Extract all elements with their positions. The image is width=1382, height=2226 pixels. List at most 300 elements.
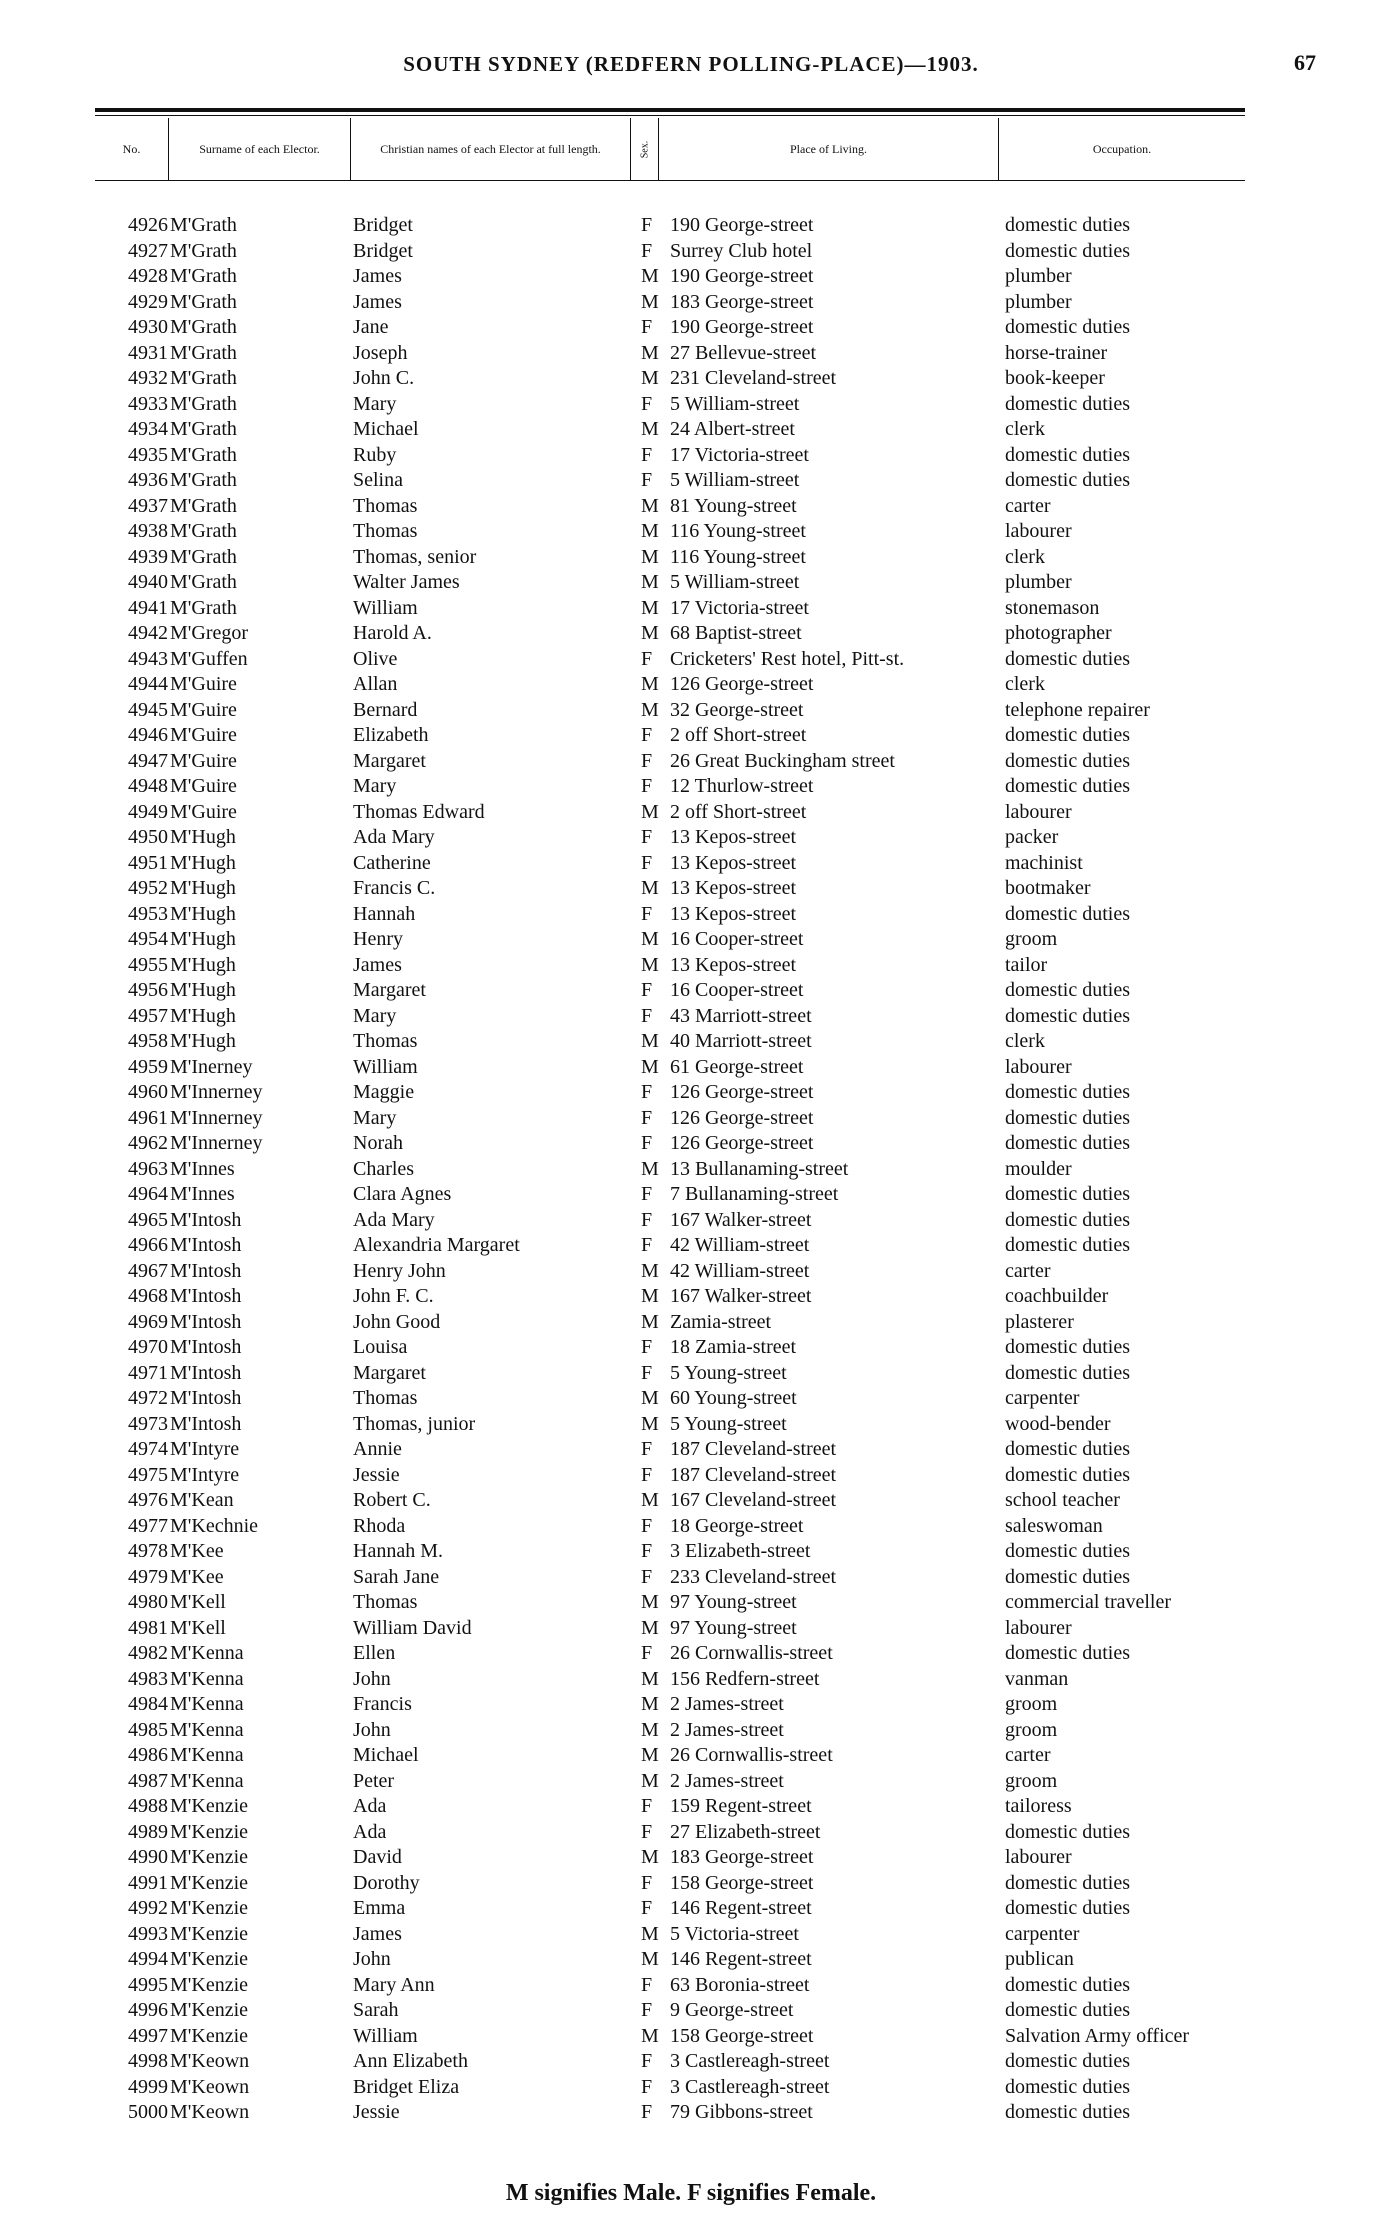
elector-place-of-living: 158 George-street: [670, 1871, 814, 1894]
elector-occupation: moulder: [1005, 1157, 1072, 1180]
elector-surname: M'Grath: [170, 367, 237, 389]
elector-number: 5000: [128, 2101, 168, 2123]
elector-surname: M'Innerney: [170, 1132, 263, 1154]
elector-sex: F: [641, 2050, 653, 2072]
elector-occupation: domestic duties: [1005, 1999, 1130, 2021]
elector-surname: M'Kenzie: [170, 1846, 249, 1868]
elector-occupation: tailoress: [1005, 1795, 1072, 1817]
elector-place-of-living: 3 Castlereagh-street: [670, 2050, 830, 2072]
elector-surname: M'Grath: [170, 596, 237, 619]
elector-number: 4956: [128, 979, 168, 1001]
elector-place-of-living: 116 Young-street: [670, 545, 806, 568]
elector-occupation: labourer: [1005, 520, 1072, 542]
elector-sex: M: [641, 520, 659, 542]
elector-sex: F: [641, 1183, 653, 1205]
elector-surname: M'Intosh: [170, 1310, 242, 1333]
elector-number: 4938: [128, 520, 168, 542]
elector-sex: F: [641, 851, 653, 874]
table-row: [0, 1463, 1382, 1489]
elector-number: 4997: [128, 2024, 168, 2047]
elector-list: [0, 213, 1382, 2126]
table-row: [0, 1947, 1382, 1973]
elector-sex: M: [641, 1489, 659, 1511]
table-row: [0, 366, 1382, 392]
elector-place-of-living: 167 Walker-street: [670, 1285, 812, 1307]
elector-number: 4941: [128, 596, 168, 619]
elector-occupation: domestic duties: [1005, 469, 1130, 491]
elector-sex: M: [641, 1285, 659, 1307]
elector-place-of-living: 2 off Short-street: [670, 724, 807, 746]
elector-place-of-living: 43 Marriott-street: [670, 1004, 812, 1027]
elector-number: 4971: [128, 1361, 168, 1384]
elector-christian-names: Hannah: [353, 902, 416, 925]
table-row: [0, 1922, 1382, 1948]
elector-christian-names: Henry: [353, 928, 403, 950]
elector-place-of-living: 13 Kepos-street: [670, 826, 797, 848]
table-row: [0, 1845, 1382, 1871]
elector-sex: M: [641, 367, 659, 389]
elector-place-of-living: 183 George-street: [670, 290, 814, 313]
elector-number: 4947: [128, 749, 168, 772]
elector-number: 4932: [128, 367, 168, 389]
elector-occupation: labourer: [1005, 1055, 1072, 1078]
elector-sex: M: [641, 290, 659, 313]
elector-place-of-living: 158 George-street: [670, 2024, 814, 2047]
elector-occupation: stonemason: [1005, 596, 1100, 619]
elector-place-of-living: 17 Victoria-street: [670, 596, 809, 619]
elector-sex: M: [641, 2024, 659, 2047]
table-row: [0, 851, 1382, 877]
elector-sex: M: [641, 1769, 659, 1792]
table-row: [0, 1998, 1382, 2024]
elector-surname: M'Kenna: [170, 1744, 244, 1766]
header-bottom-rule: [95, 180, 1245, 181]
elector-christian-names: William: [353, 1055, 418, 1078]
elector-number: 4985: [128, 1718, 168, 1741]
table-row: [0, 1871, 1382, 1897]
elector-number: 4983: [128, 1667, 168, 1690]
table-row: [0, 1310, 1382, 1336]
elector-place-of-living: 190 George-street: [670, 316, 814, 338]
elector-surname: M'Innerney: [170, 1081, 263, 1103]
table-row: [0, 2100, 1382, 2126]
elector-place-of-living: 42 William-street: [670, 1234, 810, 1256]
table-row: [0, 1514, 1382, 1540]
elector-place-of-living: 68 Baptist-street: [670, 622, 802, 644]
elector-occupation: domestic duties: [1005, 1438, 1130, 1460]
elector-surname: M'Grath: [170, 418, 237, 440]
elector-sex: F: [641, 1514, 653, 1537]
column-header-row: [95, 118, 1245, 180]
elector-place-of-living: 5 Young-street: [670, 1361, 787, 1384]
elector-surname: M'Hugh: [170, 877, 236, 899]
elector-occupation: saleswoman: [1005, 1514, 1103, 1537]
elector-sex: M: [641, 418, 659, 440]
elector-place-of-living: 2 off Short-street: [670, 800, 807, 823]
elector-place-of-living: Zamia-street: [670, 1310, 772, 1333]
elector-occupation: labourer: [1005, 800, 1072, 823]
elector-occupation: domestic duties: [1005, 2101, 1130, 2123]
table-row: [0, 1539, 1382, 1565]
table-row: [0, 1029, 1382, 1055]
elector-sex: F: [641, 239, 653, 262]
elector-christian-names: Ruby: [353, 443, 397, 466]
elector-sex: M: [641, 1693, 659, 1715]
elector-christian-names: Michael: [353, 1744, 419, 1766]
elector-occupation: domestic duties: [1005, 1336, 1130, 1358]
elector-surname: M'Grath: [170, 494, 237, 517]
table-row: [0, 315, 1382, 341]
elector-number: 4962: [128, 1132, 168, 1154]
table-row: [0, 902, 1382, 928]
elector-place-of-living: 187 Cleveland-street: [670, 1463, 837, 1486]
elector-number: 4943: [128, 647, 168, 670]
elector-surname: M'Kell: [170, 1616, 226, 1639]
elector-number: 4945: [128, 698, 168, 721]
elector-surname: M'Grath: [170, 316, 237, 338]
elector-christian-names: Francis C.: [353, 877, 436, 899]
elector-sex: M: [641, 1744, 659, 1766]
table-row: [0, 1769, 1382, 1795]
elector-sex: F: [641, 1208, 653, 1231]
elector-sex: M: [641, 928, 659, 950]
elector-christian-names: Mary: [353, 392, 397, 415]
elector-number: 4952: [128, 877, 168, 899]
elector-place-of-living: 26 Cornwallis-street: [670, 1744, 833, 1766]
elector-occupation: labourer: [1005, 1616, 1072, 1639]
elector-surname: M'Grath: [170, 214, 237, 236]
elector-occupation: clerk: [1005, 418, 1045, 440]
elector-christian-names: Henry John: [353, 1259, 446, 1282]
elector-number: 4979: [128, 1565, 168, 1588]
elector-surname: M'Grath: [170, 392, 237, 415]
elector-christian-names: Bridget: [353, 214, 413, 236]
elector-number: 4942: [128, 622, 168, 644]
elector-christian-names: Mary: [353, 1004, 397, 1027]
elector-christian-names: Thomas: [353, 1030, 418, 1052]
table-row: [0, 1794, 1382, 1820]
table-row: [0, 1208, 1382, 1234]
elector-place-of-living: 79 Gibbons-street: [670, 2101, 813, 2123]
elector-christian-names: Bernard: [353, 698, 418, 721]
elector-place-of-living: 159 Regent-street: [670, 1795, 812, 1817]
table-row: [0, 1437, 1382, 1463]
elector-sex: M: [641, 571, 659, 593]
elector-christian-names: Alexandria Margaret: [353, 1234, 520, 1256]
elector-surname: M'Inerney: [170, 1055, 253, 1078]
elector-christian-names: Thomas, senior: [353, 545, 477, 568]
table-row: [0, 1055, 1382, 1081]
elector-occupation: carter: [1005, 1259, 1051, 1282]
elector-surname: M'Intosh: [170, 1234, 242, 1256]
elector-place-of-living: 5 William-street: [670, 392, 800, 415]
elector-sex: M: [641, 265, 659, 287]
elector-sex: F: [641, 1438, 653, 1460]
elector-christian-names: Emma: [353, 1897, 406, 1919]
elector-christian-names: Thomas Edward: [353, 800, 485, 823]
elector-sex: F: [641, 1463, 653, 1486]
elector-christian-names: Rhoda: [353, 1514, 406, 1537]
elector-christian-names: Thomas, junior: [353, 1412, 476, 1435]
elector-occupation: plumber: [1005, 290, 1072, 313]
table-row: [0, 647, 1382, 673]
elector-place-of-living: 13 Kepos-street: [670, 953, 797, 976]
elector-place-of-living: 24 Albert-street: [670, 418, 795, 440]
elector-christian-names: James: [353, 290, 402, 313]
elector-sex: M: [641, 545, 659, 568]
elector-christian-names: Ada Mary: [353, 1208, 435, 1231]
elector-number: 4975: [128, 1463, 168, 1486]
elector-place-of-living: 231 Cleveland-street: [670, 367, 837, 389]
elector-sex: F: [641, 1565, 653, 1588]
header-top-rule: [95, 108, 1245, 112]
elector-surname: M'Hugh: [170, 928, 236, 950]
elector-place-of-living: 2 James-street: [670, 1693, 784, 1715]
elector-number: 4980: [128, 1591, 168, 1613]
elector-christian-names: Norah: [353, 1132, 403, 1154]
elector-surname: M'Intosh: [170, 1208, 242, 1231]
elector-christian-names: David: [353, 1846, 402, 1868]
elector-sex: M: [641, 1616, 659, 1639]
elector-surname: M'Kenzie: [170, 1795, 249, 1817]
elector-surname: M'Kean: [170, 1489, 234, 1511]
elector-number: 4991: [128, 1871, 168, 1894]
elector-sex: M: [641, 341, 659, 364]
elector-place-of-living: 190 George-street: [670, 265, 814, 287]
elector-occupation: machinist: [1005, 851, 1083, 874]
elector-place-of-living: 126 George-street: [670, 673, 814, 695]
elector-place-of-living: 233 Cleveland-street: [670, 1565, 837, 1588]
elector-surname: M'Kenzie: [170, 1948, 249, 1970]
elector-occupation: coachbuilder: [1005, 1285, 1109, 1307]
table-row: [0, 1896, 1382, 1922]
table-row: [0, 1590, 1382, 1616]
table-row: [0, 978, 1382, 1004]
elector-place-of-living: 32 George-street: [670, 698, 804, 721]
elector-occupation: bootmaker: [1005, 877, 1091, 899]
table-row: [0, 596, 1382, 622]
elector-christian-names: Harold A.: [353, 622, 432, 644]
elector-occupation: groom: [1005, 1693, 1058, 1715]
elector-sex: M: [641, 1157, 659, 1180]
elector-occupation: domestic duties: [1005, 1820, 1130, 1843]
table-row: [0, 723, 1382, 749]
elector-occupation: domestic duties: [1005, 214, 1130, 236]
elector-number: 4951: [128, 851, 168, 874]
elector-sex: F: [641, 1106, 653, 1129]
elector-number: 4929: [128, 290, 168, 313]
elector-number: 4927: [128, 239, 168, 262]
elector-surname: M'Intyre: [170, 1438, 240, 1460]
elector-sex: M: [641, 877, 659, 899]
elector-number: 4990: [128, 1846, 168, 1868]
elector-surname: M'Kenzie: [170, 2024, 249, 2047]
table-row: [0, 1488, 1382, 1514]
elector-occupation: domestic duties: [1005, 1208, 1130, 1231]
elector-surname: M'Innerney: [170, 1106, 263, 1129]
elector-sex: M: [641, 800, 659, 823]
column-header-occupation: Occupation.: [1092, 141, 1152, 156]
elector-number: 4978: [128, 1540, 168, 1562]
elector-sex: M: [641, 1591, 659, 1613]
elector-place-of-living: 12 Thurlow-street: [670, 775, 814, 797]
table-row: [0, 1386, 1382, 1412]
elector-surname: M'Hugh: [170, 979, 236, 1001]
elector-sex: F: [641, 979, 653, 1001]
elector-surname: M'Grath: [170, 469, 237, 491]
elector-christian-names: John F. C.: [353, 1285, 434, 1307]
elector-sex: M: [641, 1667, 659, 1690]
elector-surname: M'Intosh: [170, 1387, 242, 1409]
elector-surname: M'Kenzie: [170, 1973, 249, 1996]
elector-number: 4935: [128, 443, 168, 466]
elector-number: 4994: [128, 1948, 168, 1970]
elector-number: 4939: [128, 545, 168, 568]
table-row: [0, 1233, 1382, 1259]
elector-place-of-living: Surrey Club hotel: [670, 239, 813, 262]
elector-christian-names: Thomas: [353, 494, 418, 517]
elector-number: 4973: [128, 1412, 168, 1435]
elector-surname: M'Guire: [170, 724, 237, 746]
elector-number: 4968: [128, 1285, 168, 1307]
elector-sex: F: [641, 469, 653, 491]
table-row: [0, 1361, 1382, 1387]
table-row: [0, 2075, 1382, 2101]
elector-christian-names: Allan: [353, 673, 398, 695]
elector-number: 4992: [128, 1897, 168, 1919]
elector-surname: M'Kenzie: [170, 1820, 249, 1843]
elector-occupation: commercial traveller: [1005, 1591, 1172, 1613]
elector-number: 4976: [128, 1489, 168, 1511]
elector-number: 4998: [128, 2050, 168, 2072]
elector-sex: F: [641, 1361, 653, 1384]
elector-surname: M'Kell: [170, 1591, 226, 1613]
table-row: [0, 876, 1382, 902]
table-row: [0, 1667, 1382, 1693]
sex-legend-note: M signifies Male. F signifies Female.: [505, 2180, 877, 2206]
elector-occupation: domestic duties: [1005, 749, 1130, 772]
elector-sex: M: [641, 1922, 659, 1945]
elector-occupation: clerk: [1005, 1030, 1045, 1052]
elector-surname: M'Intosh: [170, 1361, 242, 1384]
elector-occupation: carter: [1005, 494, 1051, 517]
elector-christian-names: Thomas: [353, 520, 418, 542]
elector-surname: M'Kenna: [170, 1718, 244, 1741]
elector-number: 4982: [128, 1642, 168, 1664]
elector-occupation: domestic duties: [1005, 902, 1130, 925]
elector-place-of-living: 126 George-street: [670, 1081, 814, 1103]
elector-occupation: domestic duties: [1005, 1642, 1130, 1664]
elector-sex: F: [641, 1081, 653, 1103]
elector-number: 4964: [128, 1183, 168, 1205]
elector-place-of-living: 18 Zamia-street: [670, 1336, 797, 1358]
elector-sex: F: [641, 2075, 653, 2098]
elector-place-of-living: 116 Young-street: [670, 520, 806, 542]
elector-surname: M'Kenzie: [170, 1999, 249, 2021]
table-row: [0, 443, 1382, 469]
elector-occupation: domestic duties: [1005, 392, 1130, 415]
elector-surname: M'Grath: [170, 290, 237, 313]
table-row: [0, 519, 1382, 545]
elector-christian-names: Sarah Jane: [353, 1565, 440, 1588]
column-header-christian-names: Christian names of each Elector at full length.: [351, 118, 631, 180]
elector-christian-names: John: [353, 1718, 391, 1741]
elector-sex: F: [641, 902, 653, 925]
elector-place-of-living: 2 James-street: [670, 1769, 784, 1792]
elector-place-of-living: 13 Bullanaming-street: [670, 1157, 849, 1180]
elector-sex: F: [641, 1897, 653, 1919]
elector-occupation: domestic duties: [1005, 2050, 1130, 2072]
elector-surname: M'Guire: [170, 749, 237, 772]
elector-sex: F: [641, 1234, 653, 1256]
elector-surname: M'Grath: [170, 545, 237, 568]
elector-number: 4950: [128, 826, 168, 848]
elector-occupation: domestic duties: [1005, 647, 1130, 670]
table-row: [0, 698, 1382, 724]
elector-christian-names: Margaret: [353, 979, 426, 1001]
elector-occupation: domestic duties: [1005, 775, 1130, 797]
table-row: [0, 468, 1382, 494]
elector-number: 4946: [128, 724, 168, 746]
table-row: [0, 927, 1382, 953]
elector-sex: M: [641, 1310, 659, 1333]
elector-number: 4933: [128, 392, 168, 415]
table-row: [0, 1182, 1382, 1208]
table-row: [0, 417, 1382, 443]
elector-surname: M'Hugh: [170, 953, 236, 976]
elector-surname: M'Guire: [170, 775, 237, 797]
elector-christian-names: John: [353, 1948, 391, 1970]
table-row: [0, 545, 1382, 571]
elector-surname: M'Grath: [170, 239, 237, 262]
elector-christian-names: James: [353, 265, 402, 287]
elector-number: 4936: [128, 469, 168, 491]
elector-sex: F: [641, 1132, 653, 1154]
elector-number: 4955: [128, 953, 168, 976]
table-row: [0, 1616, 1382, 1642]
elector-place-of-living: 27 Bellevue-street: [670, 341, 817, 364]
table-row: [0, 239, 1382, 265]
elector-christian-names: Ada: [353, 1795, 387, 1817]
elector-number: 4986: [128, 1744, 168, 1766]
elector-place-of-living: 2 James-street: [670, 1718, 784, 1741]
elector-place-of-living: 3 Elizabeth-street: [670, 1540, 811, 1562]
elector-place-of-living: 126 George-street: [670, 1132, 814, 1154]
elector-occupation: wood-bender: [1005, 1412, 1111, 1435]
elector-number: 4963: [128, 1157, 168, 1180]
elector-place-of-living: 5 Victoria-street: [670, 1922, 799, 1945]
elector-place-of-living: 167 Cleveland-street: [670, 1489, 837, 1511]
elector-sex: F: [641, 775, 653, 797]
elector-christian-names: Ada Mary: [353, 826, 435, 848]
elector-christian-names: Robert C.: [353, 1489, 431, 1511]
elector-number: 4993: [128, 1922, 168, 1945]
elector-occupation: domestic duties: [1005, 1973, 1130, 1996]
elector-christian-names: Catherine: [353, 851, 431, 874]
elector-occupation: domestic duties: [1005, 443, 1130, 466]
elector-occupation: domestic duties: [1005, 2075, 1130, 2098]
elector-occupation: plumber: [1005, 571, 1072, 593]
elector-occupation: domestic duties: [1005, 1106, 1130, 1129]
elector-surname: M'Grath: [170, 571, 237, 593]
elector-place-of-living: 5 Young-street: [670, 1412, 787, 1435]
elector-christian-names: Mary: [353, 775, 397, 797]
elector-occupation: domestic duties: [1005, 1463, 1130, 1486]
elector-surname: M'Guire: [170, 800, 237, 823]
elector-place-of-living: 9 George-street: [670, 1999, 794, 2021]
elector-christian-names: Hannah M.: [353, 1540, 443, 1562]
elector-place-of-living: 63 Boronia-street: [670, 1973, 810, 1996]
